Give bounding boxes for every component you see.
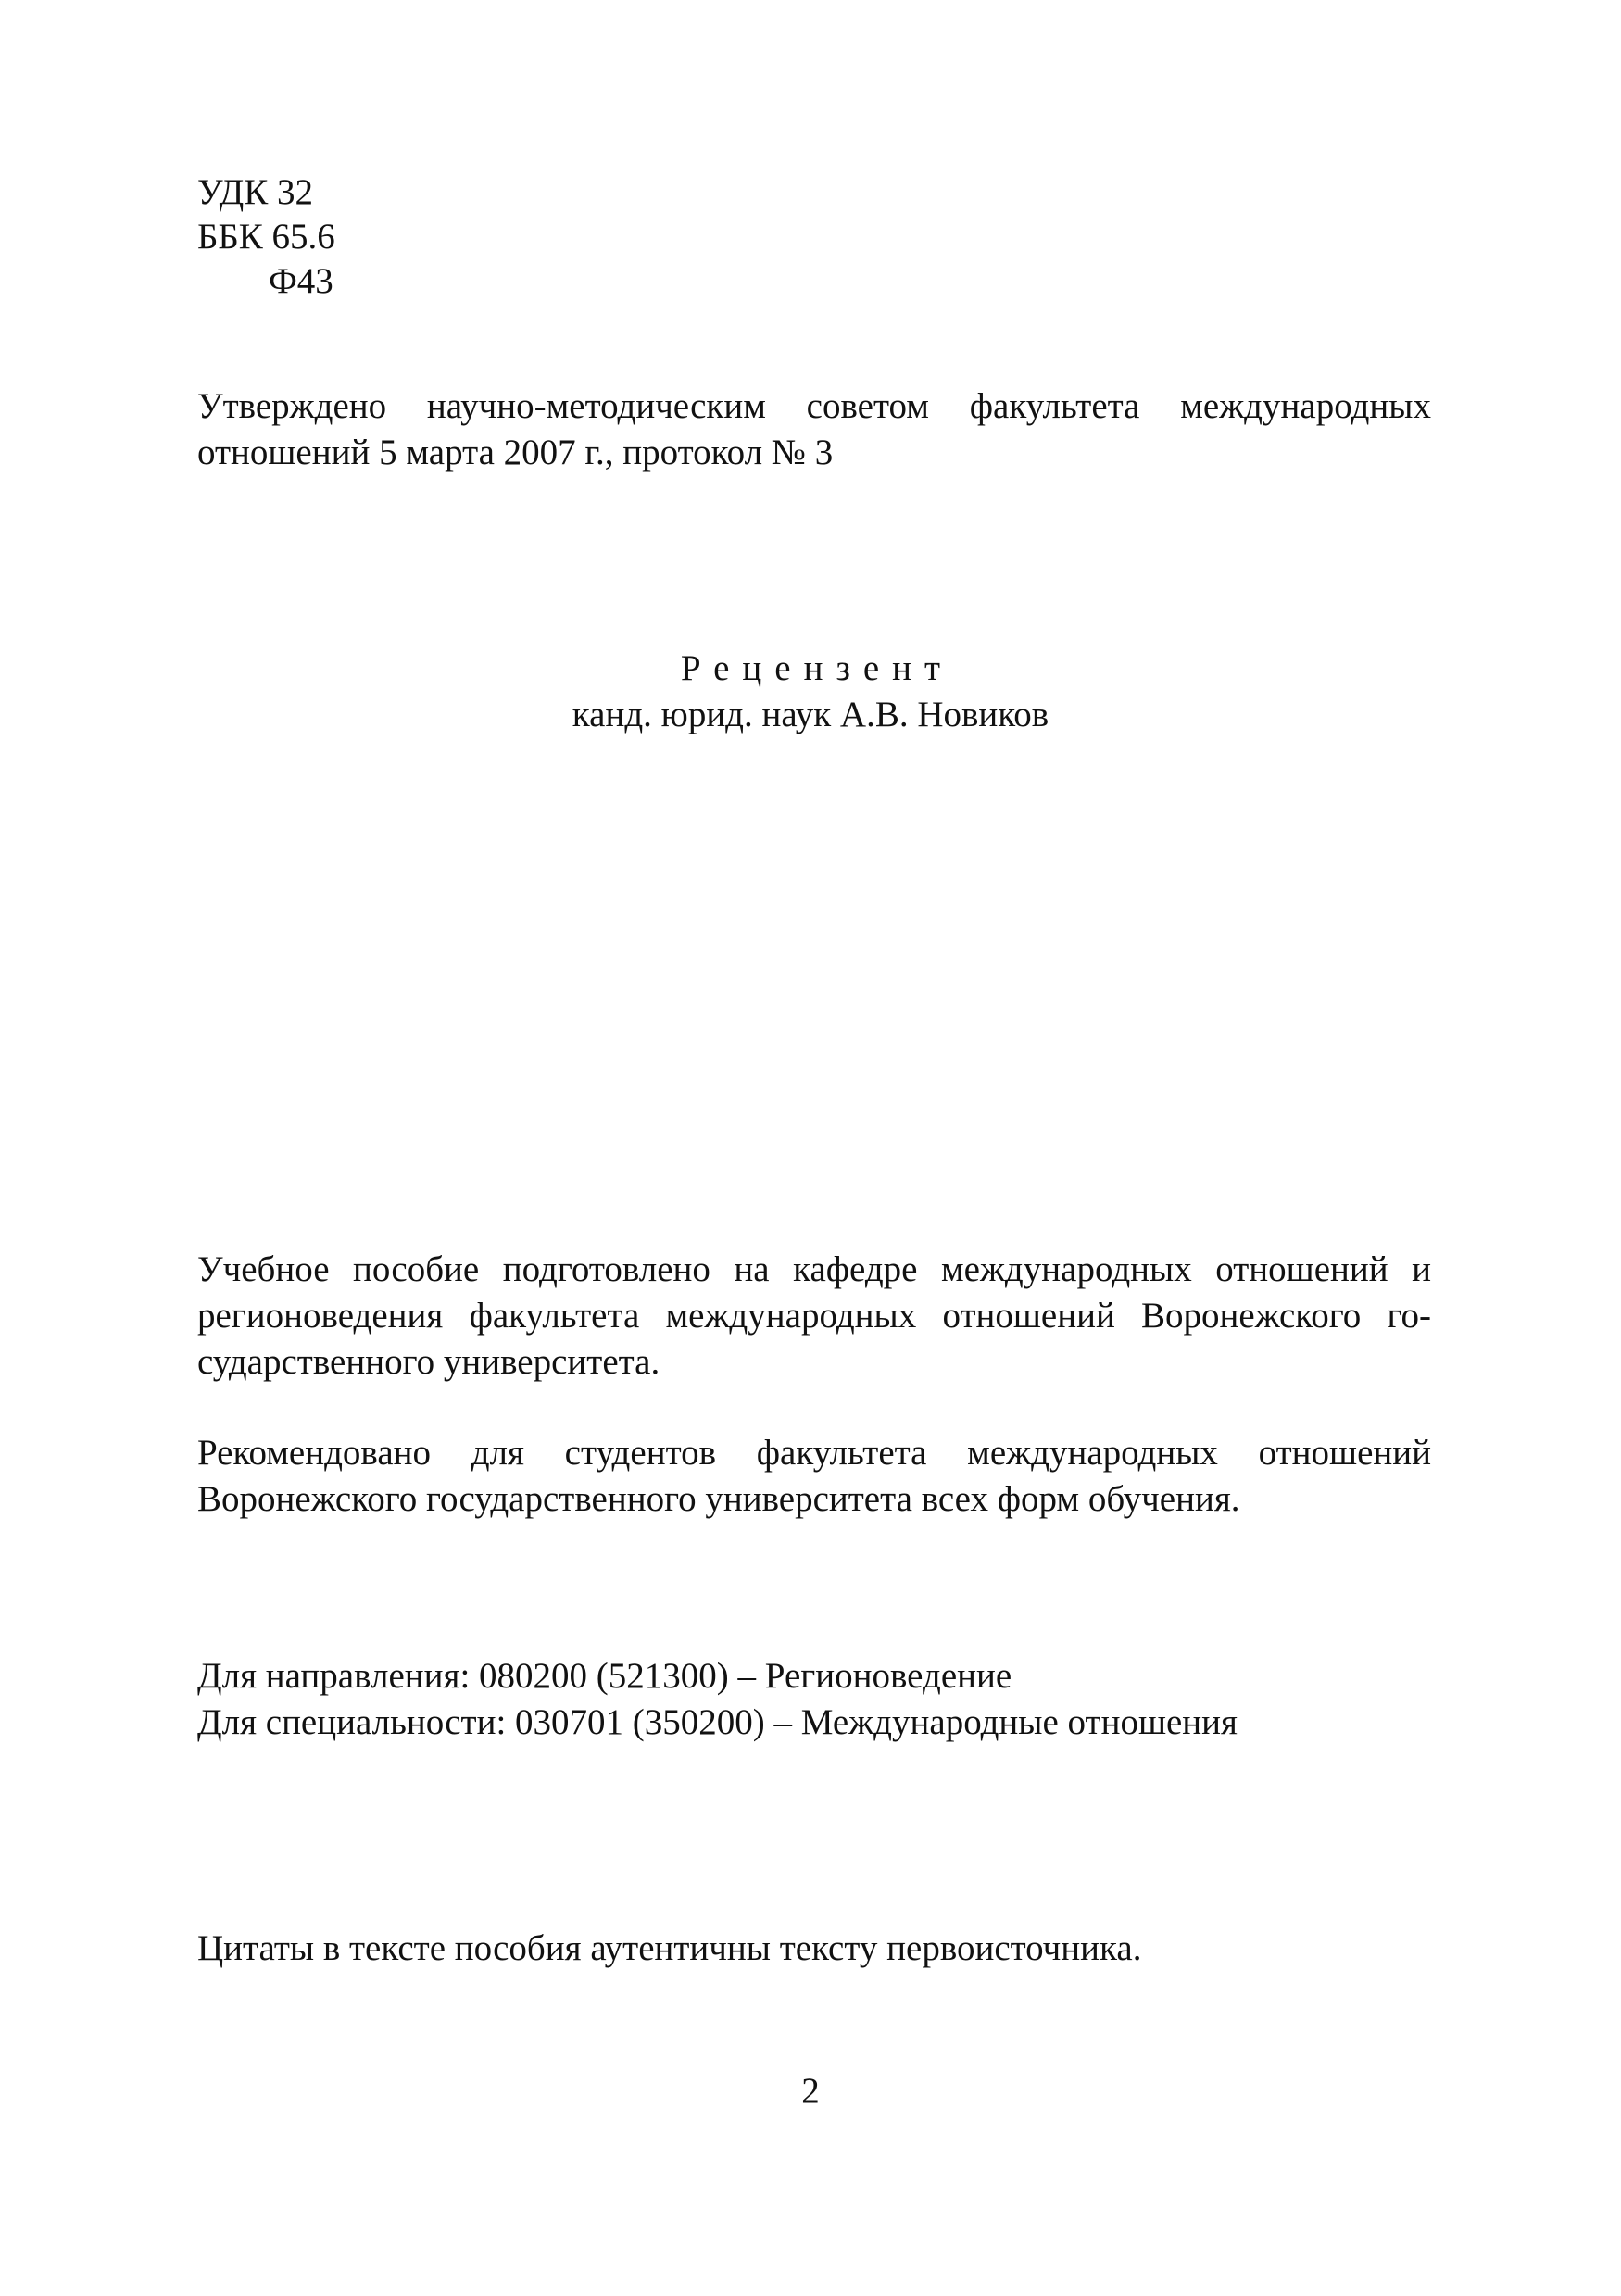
page-number: 2 [801,2071,820,2111]
prepared-line-2: регионоведения факультета международных отношений Воронежского го- [197,1296,1431,1336]
approval-line-1: Утверждено научно-методическим советом факультета международных [197,386,1431,426]
udk-code: УДК 32 [197,172,314,212]
recommended-line-2: Воронежского государственного университета всех форм обучения. [197,1479,1240,1519]
reviewer-name: канд. юрид. наук А.В. Новиков [572,695,1049,734]
reviewer-heading: Рецензент [680,648,954,688]
approval-line-2: отношений 5 марта 2007 г., протокол № 3 [197,433,834,472]
citation-note: Цитаты в тексте пособия аутентичны тексту первоисточника. [197,1928,1142,1968]
prepared-line-1: Учебное пособие подготовлено на кафедре международных отношений и [197,1249,1431,1289]
prepared-line-3: сударственного университета. [197,1342,660,1382]
direction-line: Для направления: 080200 (521300) – Регионоведение [197,1656,1012,1696]
specialty-line: Для специальности: 030701 (350200) – Международные отношения [197,1702,1238,1742]
author-mark: Ф43 [269,261,333,301]
recommended-line-1: Рекомендовано для студентов факультета международных отношений [197,1433,1431,1473]
bbk-code: ББК 65.6 [197,217,335,257]
